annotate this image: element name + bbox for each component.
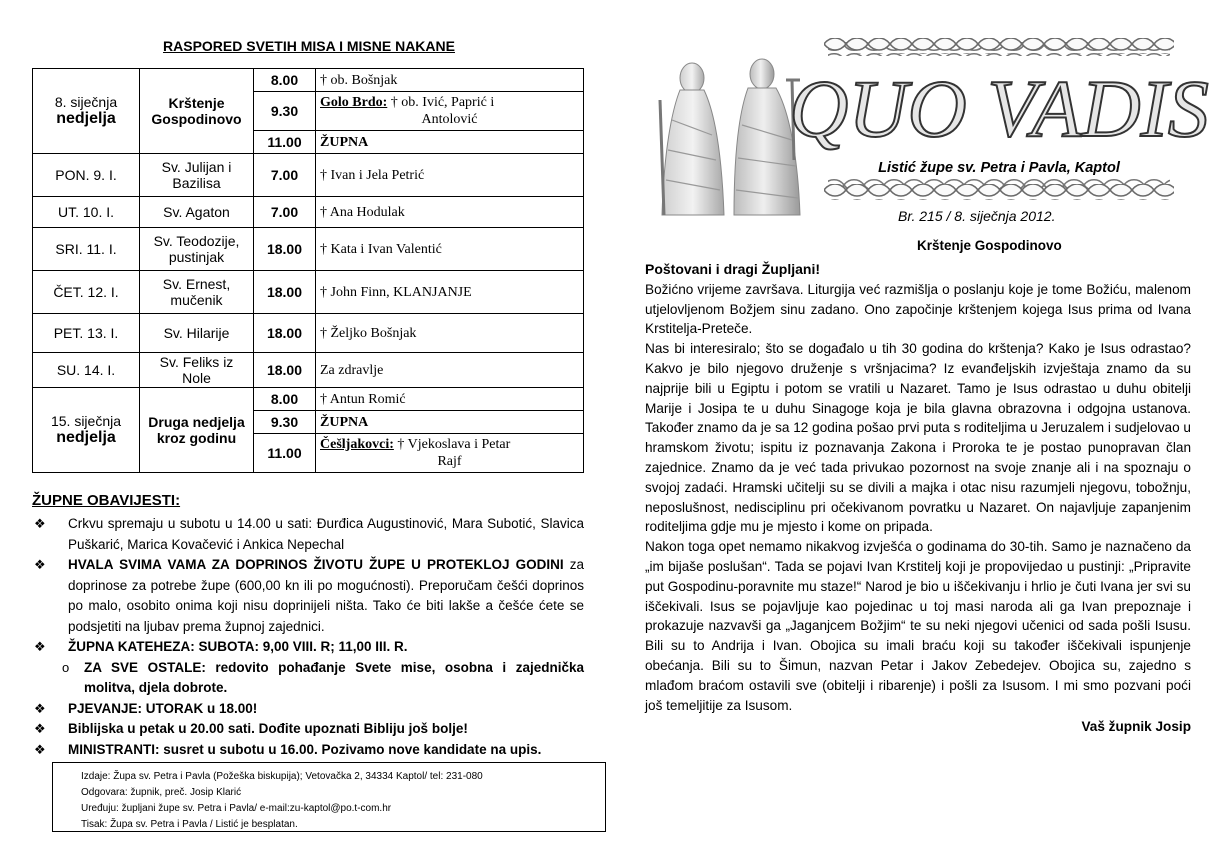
list-item	[32, 637, 584, 658]
sunday-date: 8. siječnja	[54, 94, 118, 110]
mass-place: Češljakovci:	[320, 437, 394, 452]
weekday: SRI. 11. I.	[33, 228, 140, 271]
mass-place: Golo Brdo:	[320, 95, 388, 110]
mass-time: 11.00	[254, 131, 316, 154]
mass-intention-text: † ob. Ivić, Paprić i	[387, 95, 495, 110]
right-page	[612, 0, 1212, 867]
mass-time: 18.00	[254, 314, 316, 353]
announcement-bold: PJEVANJE: UTORAK u 18.00!	[68, 700, 258, 716]
mass-intention: ŽUPNA	[316, 131, 584, 154]
mass-intention: † Ana Hodulak	[316, 197, 584, 228]
table-row	[33, 69, 584, 92]
mass-intention-cont: Rajf	[437, 454, 462, 469]
table-row	[33, 353, 584, 388]
issue-number: Br. 215 / 8. siječnja 2012.	[898, 208, 1056, 224]
imprint-line: Izdaje: Župa sv. Petra i Pavla (Požeška biskupija); Vetovačka 2, 34334 Kaptol/ tel: 231-080	[81, 771, 483, 782]
announcement-text: za doprinose za potrebe župe (600,00 kn ili po mogućnosti). Preporučam češći doprinos po malo, osobito onima koji nisu doprinijeli ništa. Tako će biti lakše a češće ćete se podsjetiti na ljubav prema župnoj zajednici.	[68, 557, 584, 634]
diamond-bullet-icon: ❖	[34, 721, 46, 736]
knotwork-border-top	[824, 36, 1174, 56]
table-row	[33, 314, 584, 353]
weekday: PET. 13. I.	[33, 314, 140, 353]
mass-time: 18.00	[254, 228, 316, 271]
weekday: ČET. 12. I.	[33, 271, 140, 314]
weekday: SU. 14. I.	[33, 353, 140, 388]
sunday-name: Krštenje Gospodinovo	[917, 238, 1062, 253]
sunday-date-cell	[33, 388, 140, 473]
mass-time: 7.00	[254, 154, 316, 197]
weekday: PON. 9. I.	[33, 154, 140, 197]
mass-time: 8.00	[254, 388, 316, 411]
list-item	[32, 719, 584, 740]
sunday-day: nedjelja	[56, 110, 116, 127]
mass-intention: † Antun Romić	[316, 388, 584, 411]
knotwork-border-bottom	[824, 182, 1174, 202]
saint: Sv. Hilarije	[140, 314, 254, 353]
sunday-date-cell	[33, 69, 140, 154]
masthead-subtitle: Listić župe sv. Petra i Pavla, Kaptol	[878, 160, 1120, 176]
mass-intention: † Željko Bošnjak	[316, 314, 584, 353]
table-row	[33, 271, 584, 314]
list-item	[32, 699, 584, 720]
masthead-logo	[789, 52, 1209, 172]
mass-intention: † Kata i Ivan Valentić	[316, 228, 584, 271]
imprint-line: Tisak: Župa sv. Petra i Pavla / Listić je besplatan.	[81, 819, 298, 830]
schedule-title: RASPORED SVETIH MISA I MISNE NAKANE	[163, 38, 455, 54]
diamond-bullet-icon: ❖	[34, 741, 46, 757]
table-row	[33, 228, 584, 271]
saint: Sv. Julijan i Bazilisa	[140, 154, 254, 197]
diamond-bullet-icon: ❖	[34, 700, 46, 716]
mass-schedule-table	[32, 68, 584, 473]
imprint-line: Odgovara: župnik, preč. Josip Klarić	[81, 787, 242, 798]
letter-greeting: Poštovani i dragi Župljani!	[645, 261, 821, 277]
mass-time: 9.30	[254, 411, 316, 434]
feast-cell: Druga nedjelja kroz godinu	[140, 388, 254, 473]
imprint-box	[52, 762, 606, 832]
letter-signature: Vaš župnik Josip	[1081, 719, 1191, 735]
table-row	[33, 388, 584, 411]
diamond-bullet-icon: ❖	[34, 516, 46, 531]
list-item	[32, 555, 584, 637]
saint: Sv. Ernest, mučenik	[140, 271, 254, 314]
mass-intention	[316, 434, 584, 473]
mass-intention: ŽUPNA	[316, 411, 584, 434]
mass-intention: † John Finn, KLANJANJE	[316, 271, 584, 314]
weekday: UT. 10. I.	[33, 197, 140, 228]
diamond-bullet-icon: ❖	[34, 639, 46, 654]
feast-cell: Krštenje Gospodinovo	[140, 69, 254, 154]
mass-intention-text: † Vjekoslava i Petar	[393, 437, 511, 452]
saint: Sv. Agaton	[140, 197, 254, 228]
announcement-bold: ŽUPNA KATEHEZA: SUBOTA: 9,00 VIII. R; 11,00 III. R.	[68, 639, 408, 654]
announcement-bold: Biblijska u petak u 20.00 sati. Dođite upoznati Bibliju još bolje!	[68, 721, 468, 736]
list-item	[32, 514, 584, 555]
announcements-title: ŽUPNE OBAVIJESTI:	[32, 492, 181, 509]
announcement-text: Crkvu spremaju u subotu u 14.00 u sati: Đurđica Augustinović, Mara Subotić, Slavica Puškarić, Marica Kovačević i Ankica Nepechal	[68, 516, 584, 552]
mass-intention: † ob. Bošnjak	[316, 69, 584, 92]
mass-time: 18.00	[254, 353, 316, 388]
mass-time: 9.30	[254, 92, 316, 131]
mass-time: 11.00	[254, 434, 316, 473]
saint: Sv. Feliks iz Nole	[140, 353, 254, 388]
pastor-letter	[645, 260, 1191, 737]
list-item	[32, 740, 584, 761]
list-sub-item	[32, 658, 584, 699]
mass-intention	[316, 92, 584, 131]
letter-paragraph: Nas bi interesiralo; što se događalo u tih 30 godina do krštenja? Kako je Isus odrastao? Kakvo je bilo njegovo druženje s vršnjacima? Iz evanđeljskih izvještaja znamo da su najprije bili u Egiptu i potom se vratili u Nazaret. Tamo je Isus odrastao u duhu obitelji Marije i Josipa te u duhu Sinagoge koja je bila glavna obrazovna i odgojna ustanova. Također znamo da je sa 12 godina pošao prvi puta s roditeljima u Jeruzalem i sudjelovao u hramskom životu; ispitu iz poznavanja Zakona i Proroka te je postao punopravan član zajednice. Znamo da je već tada privukao pozornost na svoje znanje ali i na spoznaju o svojoj zadaći. Hramski učitelji su se divili a majka i otac nisu razumjeli njegovu, tobožnju, neposlušnost, nedisciplinu pri očekivanom povratku u Nazaret. On najavljuje zapanjenim roditeljima gdje mu je mjesto i kome on pripada.	[645, 341, 1191, 535]
mass-intention: † Ivan i Jela Petrić	[316, 154, 584, 197]
announcement-bold: HVALA SVIMA VAMA ZA DOPRINOS ŽIVOTU ŽUPE U PROTEKLOJ GODINI	[68, 557, 564, 572]
mass-intention: Za zdravlje	[316, 353, 584, 388]
saint: Sv. Teodozije, pustinjak	[140, 228, 254, 271]
mass-time: 7.00	[254, 197, 316, 228]
mass-time: 18.00	[254, 271, 316, 314]
masthead-title: QUO VADIS	[789, 63, 1209, 154]
circle-bullet-icon: o	[62, 659, 70, 675]
mass-intention-cont: Antolović	[421, 112, 478, 127]
announcement-bold: MINISTRANTI: susret u subotu u 16.00. Pozivamo nove kandidate na upis.	[68, 741, 542, 757]
sunday-day: nedjelja	[56, 429, 116, 446]
letter-paragraph: Božićno vrijeme završava. Liturgija već razmišlja o poslanju koje je tome Božiću, malenom utjelovljenom Božjem sinu zadano. Ono započinje krštenjem kojega Isus prima od Ivana Krstitelja-Preteče.	[645, 281, 1191, 337]
announcement-bold: ZA SVE OSTALE: redovito pohađanje Svete mise, osobna i zajednička molitva, djela dobrote.	[84, 659, 584, 695]
table-row	[33, 197, 584, 228]
mass-time: 8.00	[254, 69, 316, 92]
left-page	[20, 0, 598, 867]
imprint-line: Uređuju: župljani župe sv. Petra i Pavla/ e-mail:zu-kaptol@po.t-com.hr	[81, 803, 392, 814]
announcements-list	[32, 514, 584, 760]
diamond-bullet-icon: ❖	[34, 557, 46, 572]
table-row	[33, 154, 584, 197]
letter-paragraph: Nakon toga opet nemamo nikakvog izvješća o godinama do 30-tih. Samo je naznačeno da „im bijaše poslušan“. Tada se pojavi Ivan Krstitelj koji je propovijedao u pustinji: „Pripravite put Gospodinu-poravnite mu staze!“ Narod je bio u iščekivanju i hrlio je čuti Ivana jer svi su iščekivali. Isus se pojavljuje kao pojedinac u toj masi naroda ali ga Ivan prepoznaje i prokazuje nazvavši ga „Jaganjcem Božjim“ te su neki njegovi učenici od sada pošli Isusu. Bili su to Andrija i Ivan. Obojica su imali braću koji su također iščekivali ispunjenje obećanja. Bili su to Šimun, nazvan Petar i Jakov Zebedejev. Obojica su, zajedno s mlađom braćom ostavili sve (obitelji i ribarenje) i pošli za Isusom. I mi smo pozvani poći još temeljitije za Isusom.	[645, 539, 1191, 713]
sunday-date: 15. siječnja	[50, 413, 122, 429]
